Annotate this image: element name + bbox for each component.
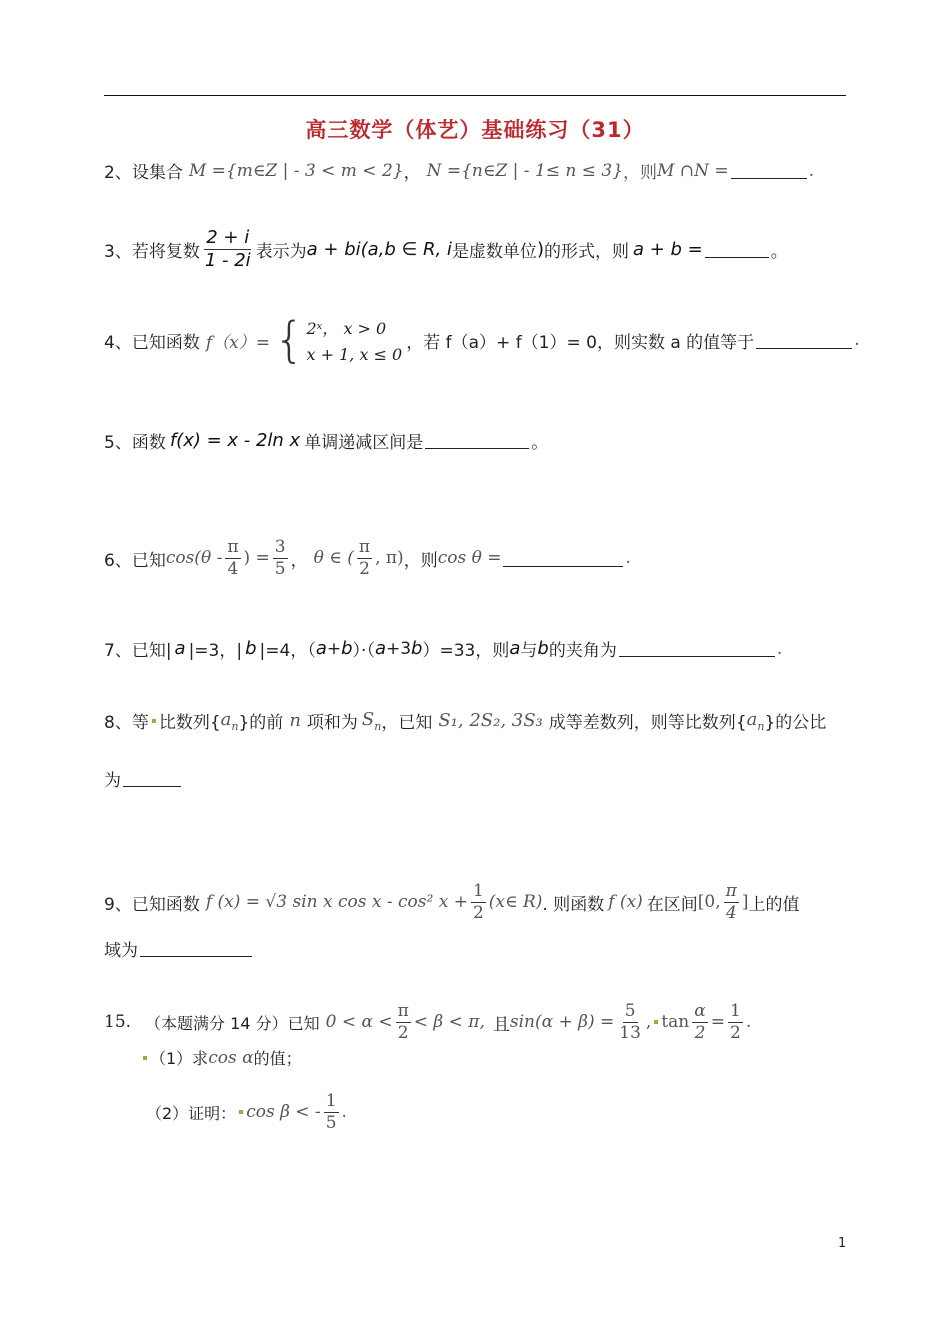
q7-text-6: +3 [385, 638, 412, 659]
q8-text-e: ，已知 [381, 713, 433, 733]
q7-text-3: |=4，（ [259, 641, 316, 661]
q15-five-thirteenths [617, 1002, 643, 1042]
q7-text-4: + [326, 638, 342, 659]
q3-numerator: 2 + i [206, 227, 250, 248]
q9-half [471, 882, 486, 922]
q15-part-1-expr: cos α [208, 1047, 254, 1068]
q4-prefix: 4、已知函数 [104, 332, 200, 353]
q9-half-den: 2 [472, 902, 484, 923]
q8-subscript-n: n [757, 719, 765, 733]
highlight-dot [143, 1056, 147, 1060]
q15-tan-eq: = [710, 1012, 725, 1033]
question-9-line-2 [104, 936, 254, 961]
q6-answer-blank[interactable] [503, 550, 623, 567]
q15-t-num: α [694, 1001, 706, 1021]
q15-alpha-over-2 [692, 1002, 707, 1042]
q6-val-den: 5 [274, 558, 286, 579]
q15-h-num: 1 [729, 1001, 741, 1021]
q5-prefix: 5、函数 [104, 433, 166, 453]
q2-expr: M ∩N = [657, 160, 729, 181]
q15-label: 15. [104, 1012, 132, 1033]
question-2 [104, 158, 814, 183]
q6-then: ，则 [403, 550, 438, 571]
q6-end: . [625, 548, 631, 569]
page-title: 高三数学（体艺）基础练习（31） [305, 118, 645, 142]
q8-text-l2: 为 [104, 771, 121, 791]
q8-text-f: 成等差数列，则等比数列{ [548, 713, 747, 733]
q3-denominator: 1 - 2i [204, 249, 251, 271]
q7-text-7: ）=33，则 [422, 641, 510, 661]
q9-end-1: 上的值 [748, 894, 800, 915]
q3-mid2: 是虚数单位 [451, 241, 537, 262]
q8-subscript-n: n [231, 719, 239, 733]
q8-answer-blank[interactable] [123, 770, 181, 787]
question-6 [104, 538, 631, 578]
q2-then: ，则 [623, 163, 658, 183]
q9-expr-1: f (x) = √3 sin x cos x - cos² x + [205, 892, 468, 913]
q15-one-fifth [324, 1092, 339, 1132]
q7-end: . [776, 638, 783, 659]
q15-t-den: 2 [694, 1022, 706, 1043]
q6-frac-den: 4 [227, 558, 239, 579]
q4-piecewise [273, 312, 403, 368]
q6-three-fifths [273, 538, 288, 578]
question-4 [104, 312, 860, 368]
q7-vector-a: a [374, 638, 386, 659]
q3-mid4: 的形式，则 [543, 241, 629, 262]
q8-text-c: }的前 [238, 713, 284, 733]
q6-target: cos θ = [437, 548, 502, 569]
q9-int-num: π [725, 881, 737, 901]
question-3 [104, 228, 788, 271]
q7-vector-a: a [174, 638, 186, 659]
q15-s-den: 13 [619, 1022, 641, 1043]
q8-a: a [746, 708, 758, 730]
q3-fraction [203, 228, 253, 271]
q6-theta-in: θ ∈ ( [313, 548, 354, 569]
q4-case-1: 2ˣ， x > 0 [306, 319, 387, 338]
q15-head: （本题满分 14 分）已知 [145, 1013, 320, 1033]
q7-text-5: ）·（ [352, 641, 375, 661]
q15-and: 且 [492, 1014, 510, 1035]
highlight-dot [654, 1020, 658, 1024]
q15-p2-num: 1 [325, 1091, 337, 1111]
q4-answer-blank[interactable] [756, 332, 852, 349]
q7-vector-a: a [509, 638, 521, 659]
q9-mid: . 则函数 [542, 894, 605, 915]
q2-end: . [808, 160, 815, 181]
highlight-dot [239, 1110, 243, 1114]
question-5 [104, 428, 548, 453]
q3-expr1: a + bi(a,b ∈ R, i [306, 238, 452, 260]
q8-text-d: 项和为 [306, 713, 358, 733]
q15-sep: , [645, 1012, 652, 1033]
q15-end: . [745, 1012, 752, 1033]
q6-rhs-mid: ) = [243, 548, 270, 569]
q15-h-den: 2 [729, 1022, 741, 1043]
q6-pi-over-4 [225, 538, 240, 578]
q3-mid: 表示为 [255, 241, 307, 262]
q9-expr-2: (x∈ R) [488, 892, 543, 913]
q9-interval-start: [0, [697, 892, 721, 913]
q3-expr2: a + b = [632, 238, 703, 260]
q3-mid3: ) [536, 238, 544, 260]
q8-subscript-n: n [374, 719, 382, 733]
q8-text-b: 比数列{ [158, 713, 221, 733]
q2-prefix: 2、设集合 [104, 163, 183, 183]
q8-a-n [221, 709, 239, 733]
q15-cond: 0 < α < [325, 1012, 393, 1033]
q9-interval-end: ] [741, 892, 749, 913]
q15-pi-over-2 [396, 1002, 411, 1042]
q9-pi-over-4 [724, 882, 739, 922]
q9-text-l2: 域为 [104, 941, 138, 961]
q5-expr: f(x) = x - 2ln x [169, 430, 301, 451]
q15-part-2-label: （2）证明： [146, 1103, 237, 1123]
q15-cond-2: < β < π, [413, 1012, 485, 1033]
q8-s-n [362, 709, 381, 733]
q7-text-8: 与 [520, 641, 538, 661]
q2-set-n: N ={n∈Z | - 1≤ n ≤ 3} [426, 160, 624, 181]
q7-vector-b: b [245, 638, 257, 659]
q4-fx: f（x）= [205, 332, 270, 353]
q6-int-num: π [358, 537, 371, 557]
q8-text-g: }的公比 [764, 713, 827, 733]
header-rule [104, 95, 846, 96]
q5-answer-blank[interactable] [425, 432, 529, 449]
question-15-part-1 [140, 1046, 302, 1069]
q4-mid: ，若 f（a）+ f（1）= 0，则实数 a 的值等于 [406, 332, 755, 353]
question-8-line-2 [104, 766, 183, 791]
q9-prefix: 9、已知函数 [104, 894, 200, 915]
q15-p2-den: 5 [325, 1112, 337, 1133]
q15-part-1-label: （1）求 [150, 1049, 209, 1068]
q9-fx: f (x) [608, 892, 643, 913]
q7-text-2: |=3，| [188, 641, 243, 661]
q7-vector-a: a [315, 638, 327, 659]
q8-a-n-2 [747, 709, 765, 733]
q7-answer-blank[interactable] [619, 640, 775, 657]
q7-text-9: 的夹角为 [548, 641, 617, 661]
q3-end: 。 [770, 241, 788, 262]
question-15-part-2 [146, 1092, 347, 1132]
q7-vector-b: b [411, 638, 423, 659]
q15-pi-num: π [397, 1001, 409, 1021]
question-9-line-1 [104, 882, 799, 922]
q15-half [728, 1002, 743, 1042]
q9-half-num: 1 [472, 881, 484, 901]
q8-a: a [220, 708, 232, 730]
q5-end: 。 [531, 433, 549, 453]
q4-end: . [854, 330, 860, 350]
q15-sin-lhs: sin(α + β) = [509, 1012, 615, 1033]
q6-cos-lhs: cos(θ - [165, 548, 223, 569]
q3-answer-blank[interactable] [705, 241, 769, 258]
q15-pi-den: 2 [397, 1022, 409, 1043]
q4-cases [307, 316, 403, 364]
q15-s-num: 5 [624, 1001, 636, 1021]
q8-n: n [289, 710, 301, 731]
q6-int-den: 2 [359, 558, 370, 579]
q15-part-2-expr: cos β < - [246, 1102, 321, 1123]
q7-vector-b: b [341, 638, 353, 659]
q6-val-num: 3 [274, 537, 286, 557]
q2-set-m: M ={m∈Z | - 3 < m < 2} [188, 160, 404, 181]
q6-prefix: 6、已知 [104, 550, 166, 571]
question-7 [104, 636, 782, 661]
q2-comma: ， [403, 163, 421, 183]
q9-mid-2: 在区间 [646, 894, 698, 915]
q15-part-2-end: . [341, 1102, 347, 1123]
q8-s: S [361, 708, 375, 730]
q15-tan: tan [661, 1012, 690, 1033]
q15-part-1-end: 的值； [253, 1049, 302, 1068]
q2-answer-blank[interactable] [731, 162, 807, 179]
q7-text-1: 7、已知| [104, 641, 172, 661]
q3-prefix: 3、若将复数 [104, 241, 200, 262]
q8-text-a: 8、等 [104, 713, 149, 733]
q7-vector-b: b [537, 638, 549, 659]
q6-sep: ， [290, 550, 308, 571]
q6-frac-num: π [227, 537, 239, 557]
q9-answer-blank[interactable] [140, 940, 252, 957]
question-15-line-1 [104, 1002, 751, 1042]
q4-brace: { [273, 312, 305, 368]
q6-pi-over-2 [357, 538, 372, 578]
question-8-line-1 [104, 708, 826, 733]
q4-case-2: x + 1, x ≤ 0 [306, 345, 403, 364]
highlight-dot [152, 719, 156, 723]
q8-terms: S₁, 2S₂, 3S₃ [438, 710, 543, 731]
q9-int-den: 4 [725, 902, 737, 923]
q5-mid: 单调递减区间是 [304, 433, 424, 453]
page-number: 1 [838, 1236, 847, 1251]
q6-int-end: , π) [375, 548, 404, 569]
